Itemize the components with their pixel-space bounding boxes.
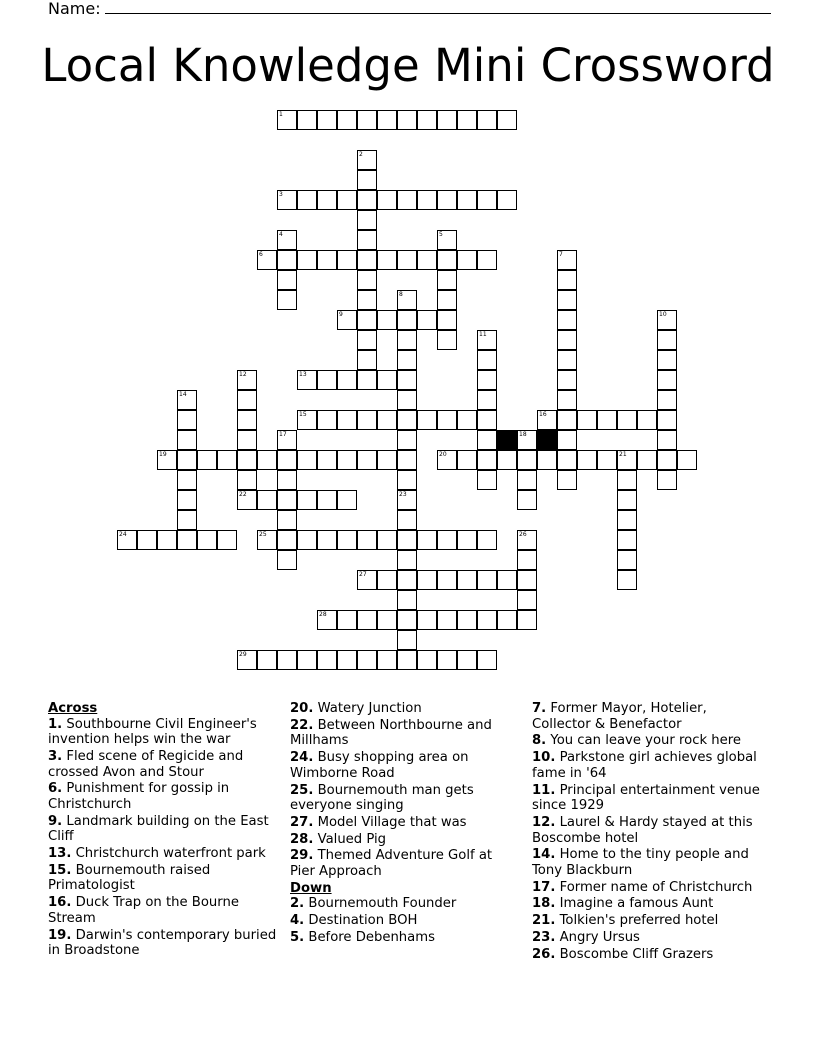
grid-cell[interactable] bbox=[417, 250, 437, 270]
grid-cell[interactable] bbox=[397, 250, 417, 270]
clue-number: 21 bbox=[619, 451, 627, 458]
clue-across-25: 25. Bournemouth man gets everyone singing bbox=[290, 782, 474, 814]
grid-cell[interactable] bbox=[237, 490, 257, 510]
grid-cell[interactable] bbox=[357, 270, 377, 290]
clue-number: 22 bbox=[239, 491, 247, 498]
grid-cell[interactable] bbox=[617, 410, 637, 430]
grid-cell[interactable] bbox=[597, 410, 617, 430]
clue-across-15: 15. Bournemouth raised Primatologist bbox=[48, 862, 211, 894]
clue-across-24: 24. Busy shopping area on Wimborne Road bbox=[290, 750, 469, 781]
clue-number: 23 bbox=[399, 491, 407, 498]
clue-down-21: 21. Tolkien's preferred hotel bbox=[532, 913, 719, 929]
grid-cell[interactable] bbox=[377, 450, 397, 470]
clue-across-20: 20. Watery Junction bbox=[290, 701, 422, 716]
grid-cell[interactable] bbox=[417, 570, 437, 590]
grid-cell[interactable] bbox=[457, 450, 477, 470]
grid-cell[interactable] bbox=[597, 450, 617, 470]
grid-cell[interactable] bbox=[537, 450, 557, 470]
grid-cell[interactable] bbox=[317, 610, 337, 630]
grid-cell[interactable] bbox=[617, 550, 637, 570]
grid-cell[interactable] bbox=[477, 430, 497, 450]
grid-cell[interactable] bbox=[297, 450, 317, 470]
grid-cell[interactable] bbox=[557, 430, 577, 450]
grid-cell[interactable] bbox=[357, 170, 377, 190]
grid-cell[interactable] bbox=[317, 250, 337, 270]
grid-cell[interactable] bbox=[517, 450, 537, 470]
grid-cell[interactable] bbox=[117, 530, 137, 550]
grid-cell[interactable] bbox=[437, 190, 457, 210]
grid-cell[interactable] bbox=[517, 590, 537, 610]
grid-cell[interactable] bbox=[377, 250, 397, 270]
grid-cell[interactable] bbox=[417, 410, 437, 430]
grid-cell[interactable] bbox=[537, 410, 557, 430]
grid-cell[interactable] bbox=[357, 290, 377, 310]
clue-number: 7 bbox=[559, 251, 563, 258]
clue-down-5: 5. Before Debenhams bbox=[290, 930, 435, 945]
grid-cell[interactable] bbox=[317, 530, 337, 550]
clue-number: 17 bbox=[279, 431, 287, 438]
grid-cell[interactable] bbox=[237, 410, 257, 430]
grid-cell[interactable] bbox=[357, 570, 377, 590]
grid-cell[interactable] bbox=[357, 310, 377, 330]
grid-cell[interactable] bbox=[497, 110, 517, 130]
grid-cell[interactable] bbox=[397, 570, 417, 590]
grid-cell[interactable] bbox=[317, 410, 337, 430]
grid-cell[interactable] bbox=[477, 450, 497, 470]
grid-cell[interactable] bbox=[557, 390, 577, 410]
grid-cell[interactable] bbox=[397, 430, 417, 450]
grid-cell[interactable] bbox=[277, 490, 297, 510]
grid-cell[interactable] bbox=[337, 370, 357, 390]
grid-cell[interactable] bbox=[437, 110, 457, 130]
grid-cell[interactable] bbox=[457, 110, 477, 130]
grid-cell[interactable] bbox=[437, 270, 457, 290]
grid-cell[interactable] bbox=[157, 530, 177, 550]
grid-cell[interactable] bbox=[177, 410, 197, 430]
grid-cell[interactable] bbox=[237, 390, 257, 410]
grid-cell[interactable] bbox=[477, 470, 497, 490]
clue-across-28: 28. Valued Pig bbox=[290, 831, 387, 847]
clue-number: 25 bbox=[259, 531, 267, 538]
grid-cell[interactable] bbox=[457, 250, 477, 270]
grid-cell[interactable] bbox=[317, 370, 337, 390]
clue-across-3: 3. Fled scene of Regicide and crossed Avon and Stour bbox=[48, 748, 244, 780]
clue-number: 29 bbox=[239, 651, 247, 658]
grid-cell[interactable] bbox=[357, 250, 377, 270]
grid-cell[interactable] bbox=[617, 490, 637, 510]
clue-number: 24 bbox=[119, 531, 127, 538]
clue-number: 3 bbox=[279, 191, 283, 198]
black-square bbox=[497, 430, 517, 450]
clue-down-23: 23. Angry Ursus bbox=[532, 930, 640, 945]
grid-cell[interactable] bbox=[657, 310, 677, 330]
grid-cell[interactable] bbox=[357, 150, 377, 170]
grid-cell[interactable] bbox=[577, 450, 597, 470]
grid-cell[interactable] bbox=[397, 590, 417, 610]
grid-cell[interactable] bbox=[397, 470, 417, 490]
clue-across-16: 16. Duck Trap on the Bourne Stream bbox=[48, 895, 239, 926]
grid-cell[interactable] bbox=[457, 530, 477, 550]
grid-cell[interactable] bbox=[557, 370, 577, 390]
grid-cell[interactable] bbox=[497, 610, 517, 630]
grid-cell[interactable] bbox=[177, 430, 197, 450]
grid-cell[interactable] bbox=[637, 450, 657, 470]
grid-cell[interactable] bbox=[657, 390, 677, 410]
grid-cell[interactable] bbox=[397, 310, 417, 330]
grid-cell[interactable] bbox=[357, 190, 377, 210]
grid-cell[interactable] bbox=[257, 490, 277, 510]
grid-cell[interactable] bbox=[277, 470, 297, 490]
grid-cell[interactable] bbox=[457, 410, 477, 430]
grid-cell[interactable] bbox=[417, 310, 437, 330]
grid-cell[interactable] bbox=[237, 370, 257, 390]
grid-cell[interactable] bbox=[677, 450, 697, 470]
grid-cell[interactable] bbox=[617, 570, 637, 590]
grid-cell[interactable] bbox=[157, 450, 177, 470]
grid-cell[interactable] bbox=[337, 490, 357, 510]
grid-cell[interactable] bbox=[397, 490, 417, 510]
clues-column-2 bbox=[290, 701, 520, 947]
grid-cell[interactable] bbox=[177, 450, 197, 470]
clue-across-9: 9. Landmark building on the East Cliff bbox=[48, 813, 269, 845]
grid-cell[interactable] bbox=[177, 390, 197, 410]
grid-cell[interactable] bbox=[477, 350, 497, 370]
grid-cell[interactable] bbox=[297, 410, 317, 430]
grid-cell[interactable] bbox=[337, 110, 357, 130]
grid-cell[interactable] bbox=[337, 190, 357, 210]
grid-cell[interactable] bbox=[277, 290, 297, 310]
across-heading: Across bbox=[48, 701, 98, 716]
clue-down-26: 26. Boscombe Cliff Grazers bbox=[532, 946, 714, 962]
grid-cell[interactable] bbox=[397, 390, 417, 410]
grid-cell[interactable] bbox=[357, 610, 377, 630]
clue-across-27: 27. Model Village that was bbox=[290, 814, 467, 830]
grid-cell[interactable] bbox=[277, 650, 297, 670]
grid-cell[interactable] bbox=[397, 450, 417, 470]
grid-cell[interactable] bbox=[417, 190, 437, 210]
clue-number: 13 bbox=[299, 371, 307, 378]
grid-cell[interactable] bbox=[257, 650, 277, 670]
grid-cell[interactable] bbox=[397, 110, 417, 130]
grid-cell[interactable] bbox=[357, 330, 377, 350]
black-square bbox=[537, 430, 557, 450]
grid-cell[interactable] bbox=[477, 330, 497, 350]
grid-cell[interactable] bbox=[437, 410, 457, 430]
clue-number: 20 bbox=[439, 451, 447, 458]
grid-cell[interactable] bbox=[337, 610, 357, 630]
clue-down-18: 18. Imagine a famous Aunt bbox=[532, 896, 714, 912]
grid-cell[interactable] bbox=[497, 570, 517, 590]
grid-cell[interactable] bbox=[277, 450, 297, 470]
grid-cell[interactable] bbox=[277, 430, 297, 450]
grid-cell[interactable] bbox=[477, 390, 497, 410]
grid-cell[interactable] bbox=[457, 650, 477, 670]
clue-across-19: 19. Darwin's contemporary buried in Broadstone bbox=[48, 927, 277, 959]
grid-cell[interactable] bbox=[377, 310, 397, 330]
grid-cell[interactable] bbox=[297, 530, 317, 550]
clue-number: 8 bbox=[399, 291, 403, 298]
grid-cell[interactable] bbox=[357, 210, 377, 230]
clue-number: 9 bbox=[339, 311, 343, 318]
grid-cell[interactable] bbox=[397, 550, 417, 570]
grid-cell[interactable] bbox=[377, 530, 397, 550]
grid-cell[interactable] bbox=[557, 470, 577, 490]
grid-cell[interactable] bbox=[657, 410, 677, 430]
grid-cell[interactable] bbox=[377, 650, 397, 670]
clue-number: 28 bbox=[319, 611, 327, 618]
grid-cell[interactable] bbox=[357, 450, 377, 470]
grid-cell[interactable] bbox=[497, 190, 517, 210]
clue-number: 1 bbox=[279, 111, 283, 118]
grid-cell[interactable] bbox=[457, 570, 477, 590]
clue-number: 2 bbox=[359, 151, 363, 158]
grid-cell[interactable] bbox=[437, 530, 457, 550]
grid-cell[interactable] bbox=[397, 290, 417, 310]
grid-cell[interactable] bbox=[477, 570, 497, 590]
grid-cell[interactable] bbox=[437, 250, 457, 270]
grid-cell[interactable] bbox=[277, 510, 297, 530]
grid-cell[interactable] bbox=[337, 450, 357, 470]
grid-cell[interactable] bbox=[377, 370, 397, 390]
page-title: Local Knowledge Mini Crossword bbox=[41, 39, 775, 92]
grid-cell[interactable] bbox=[557, 450, 577, 470]
grid-cell[interactable] bbox=[637, 410, 657, 430]
grid-cell[interactable] bbox=[557, 410, 577, 430]
grid-cell[interactable] bbox=[517, 610, 537, 630]
grid-cell[interactable] bbox=[577, 410, 597, 430]
grid-cell[interactable] bbox=[357, 410, 377, 430]
grid-cell[interactable] bbox=[437, 310, 457, 330]
clue-down-8: 8. You can leave your rock here bbox=[532, 733, 742, 749]
grid-cell[interactable] bbox=[277, 530, 297, 550]
clue-number: 18 bbox=[519, 431, 527, 438]
grid-cell[interactable] bbox=[197, 450, 217, 470]
grid-cell[interactable] bbox=[437, 610, 457, 630]
grid-cell[interactable] bbox=[217, 530, 237, 550]
clue-down-12: 12. Laurel & Hardy stayed at this Boscombe hotel bbox=[532, 814, 753, 846]
grid-cell[interactable] bbox=[297, 110, 317, 130]
grid-cell[interactable] bbox=[357, 370, 377, 390]
grid-cell[interactable] bbox=[477, 190, 497, 210]
grid-cell[interactable] bbox=[257, 250, 277, 270]
grid-cell[interactable] bbox=[657, 330, 677, 350]
grid-cell[interactable] bbox=[557, 250, 577, 270]
clue-number: 26 bbox=[519, 531, 527, 538]
grid-cell[interactable] bbox=[557, 290, 577, 310]
grid-cell[interactable] bbox=[617, 470, 637, 490]
clue-down-10: 10. Parkstone girl achieves global fame in '64 bbox=[532, 750, 757, 781]
grid-cell[interactable] bbox=[337, 530, 357, 550]
grid-cell[interactable] bbox=[517, 490, 537, 510]
grid-cell[interactable] bbox=[377, 190, 397, 210]
grid-cell[interactable] bbox=[477, 410, 497, 430]
grid-cell[interactable] bbox=[617, 510, 637, 530]
grid-cell[interactable] bbox=[517, 470, 537, 490]
grid-cell[interactable] bbox=[357, 230, 377, 250]
clue-down-11: 11. Principal entertainment venue since 1929 bbox=[532, 782, 760, 814]
grid-cell[interactable] bbox=[377, 570, 397, 590]
grid-cell[interactable] bbox=[517, 550, 537, 570]
grid-cell[interactable] bbox=[377, 410, 397, 430]
grid-cell[interactable] bbox=[437, 330, 457, 350]
grid-cell[interactable] bbox=[477, 610, 497, 630]
clue-number: 4 bbox=[279, 231, 283, 238]
grid-cell[interactable] bbox=[277, 270, 297, 290]
grid-cell[interactable] bbox=[437, 570, 457, 590]
grid-cell[interactable] bbox=[177, 530, 197, 550]
grid-cell[interactable] bbox=[457, 610, 477, 630]
grid-cell[interactable] bbox=[437, 450, 457, 470]
clue-down-2: 2. Bournemouth Founder bbox=[290, 896, 457, 912]
grid-cell[interactable] bbox=[417, 650, 437, 670]
clue-number: 14 bbox=[179, 391, 187, 398]
grid-cell[interactable] bbox=[477, 530, 497, 550]
grid-cell[interactable] bbox=[317, 490, 337, 510]
grid-cell[interactable] bbox=[337, 310, 357, 330]
grid-cell[interactable] bbox=[357, 350, 377, 370]
grid-cell[interactable] bbox=[297, 250, 317, 270]
clue-across-29: 29. Themed Adventure Golf at Pier Approach bbox=[290, 848, 493, 880]
grid-cell[interactable] bbox=[257, 530, 277, 550]
clue-across-1: 1. Southbourne Civil Engineer's invention helps win the war bbox=[48, 716, 257, 748]
grid-cell[interactable] bbox=[277, 250, 297, 270]
clue-number: 6 bbox=[259, 251, 263, 258]
grid-cell[interactable] bbox=[357, 530, 377, 550]
grid-cell[interactable] bbox=[657, 470, 677, 490]
grid-cell[interactable] bbox=[657, 350, 677, 370]
clue-number: 16 bbox=[539, 411, 547, 418]
grid-cell[interactable] bbox=[657, 450, 677, 470]
grid-cell[interactable] bbox=[397, 330, 417, 350]
grid-cell[interactable] bbox=[397, 370, 417, 390]
grid-cell[interactable] bbox=[317, 190, 337, 210]
grid-cell[interactable] bbox=[557, 350, 577, 370]
grid-cell[interactable] bbox=[477, 370, 497, 390]
clue-number: 12 bbox=[239, 371, 247, 378]
grid-cell[interactable] bbox=[517, 570, 537, 590]
grid-cell[interactable] bbox=[397, 190, 417, 210]
grid-cell[interactable] bbox=[177, 510, 197, 530]
grid-cell[interactable] bbox=[397, 530, 417, 550]
grid-cell[interactable] bbox=[277, 110, 297, 130]
grid-cell[interactable] bbox=[397, 630, 417, 650]
grid-cell[interactable] bbox=[497, 450, 517, 470]
grid-cell[interactable] bbox=[257, 450, 277, 470]
grid-cell[interactable] bbox=[317, 450, 337, 470]
grid-cell[interactable] bbox=[297, 490, 317, 510]
clue-number: 15 bbox=[299, 411, 307, 418]
grid-cell[interactable] bbox=[657, 430, 677, 450]
grid-cell[interactable] bbox=[177, 490, 197, 510]
grid-cell[interactable] bbox=[277, 190, 297, 210]
grid-cell[interactable] bbox=[277, 550, 297, 570]
grid-cell[interactable] bbox=[557, 330, 577, 350]
clues-column-3 bbox=[532, 701, 762, 964]
grid-cell[interactable] bbox=[337, 650, 357, 670]
grid-cell[interactable] bbox=[557, 310, 577, 330]
grid-cell[interactable] bbox=[297, 370, 317, 390]
grid-cell[interactable] bbox=[357, 110, 377, 130]
grid-cell[interactable] bbox=[357, 650, 377, 670]
grid-cell[interactable] bbox=[137, 530, 157, 550]
grid-cell[interactable] bbox=[617, 530, 637, 550]
grid-cell[interactable] bbox=[377, 110, 397, 130]
grid-cell[interactable] bbox=[297, 650, 317, 670]
grid-cell[interactable] bbox=[337, 410, 357, 430]
grid-cell[interactable] bbox=[437, 290, 457, 310]
grid-cell[interactable] bbox=[477, 650, 497, 670]
clue-number: 5 bbox=[439, 231, 443, 238]
grid-cell[interactable] bbox=[477, 110, 497, 130]
clue-across-22: 22. Between Northbourne and Millhams bbox=[290, 717, 492, 749]
grid-cell[interactable] bbox=[317, 110, 337, 130]
grid-cell[interactable] bbox=[517, 430, 537, 450]
clue-down-7: 7. Former Mayor, Hotelier, Collector & Benefactor bbox=[532, 701, 707, 732]
grid-cell[interactable] bbox=[417, 610, 437, 630]
clue-across-6: 6. Punishment for gossip in Christchurch bbox=[48, 781, 230, 812]
grid-cell[interactable] bbox=[277, 230, 297, 250]
clue-number: 11 bbox=[479, 331, 487, 338]
clue-down-14: 14. Home to the tiny people and Tony Blackburn bbox=[532, 847, 749, 878]
down-heading: Down bbox=[290, 880, 332, 896]
grid-cell[interactable] bbox=[217, 450, 237, 470]
grid-cell[interactable] bbox=[397, 610, 417, 630]
grid-cell[interactable] bbox=[397, 510, 417, 530]
grid-cell[interactable] bbox=[477, 250, 497, 270]
grid-cell[interactable] bbox=[177, 470, 197, 490]
grid-cell[interactable] bbox=[437, 650, 457, 670]
grid-cell[interactable] bbox=[297, 190, 317, 210]
grid-cell[interactable] bbox=[657, 370, 677, 390]
name-label: Name: bbox=[48, 0, 101, 18]
grid-cell[interactable] bbox=[617, 450, 637, 470]
clue-down-17: 17. Former name of Christchurch bbox=[532, 879, 753, 895]
grid-cell[interactable] bbox=[397, 650, 417, 670]
grid-cell[interactable] bbox=[517, 530, 537, 550]
grid-cell[interactable] bbox=[237, 430, 257, 450]
grid-cell[interactable] bbox=[317, 650, 337, 670]
grid-cell[interactable] bbox=[237, 650, 257, 670]
grid-cell[interactable] bbox=[377, 610, 397, 630]
grid-cell[interactable] bbox=[557, 270, 577, 290]
clue-number: 10 bbox=[659, 311, 667, 318]
clue-across-13: 13. Christchurch waterfront park bbox=[48, 846, 266, 862]
grid-cell[interactable] bbox=[397, 350, 417, 370]
grid-cell[interactable] bbox=[197, 530, 217, 550]
grid-cell[interactable] bbox=[437, 230, 457, 250]
clue-number: 27 bbox=[359, 571, 367, 578]
grid-cell[interactable] bbox=[237, 450, 257, 470]
grid-cell[interactable] bbox=[417, 110, 437, 130]
grid-cell[interactable] bbox=[457, 190, 477, 210]
grid-cell[interactable] bbox=[337, 250, 357, 270]
clue-down-4: 4. Destination BOH bbox=[290, 913, 418, 929]
clues-column-1 bbox=[48, 701, 278, 960]
clue-number: 19 bbox=[159, 451, 167, 458]
grid-cell[interactable] bbox=[237, 470, 257, 490]
grid-cell[interactable] bbox=[397, 410, 417, 430]
grid-cell[interactable] bbox=[417, 530, 437, 550]
